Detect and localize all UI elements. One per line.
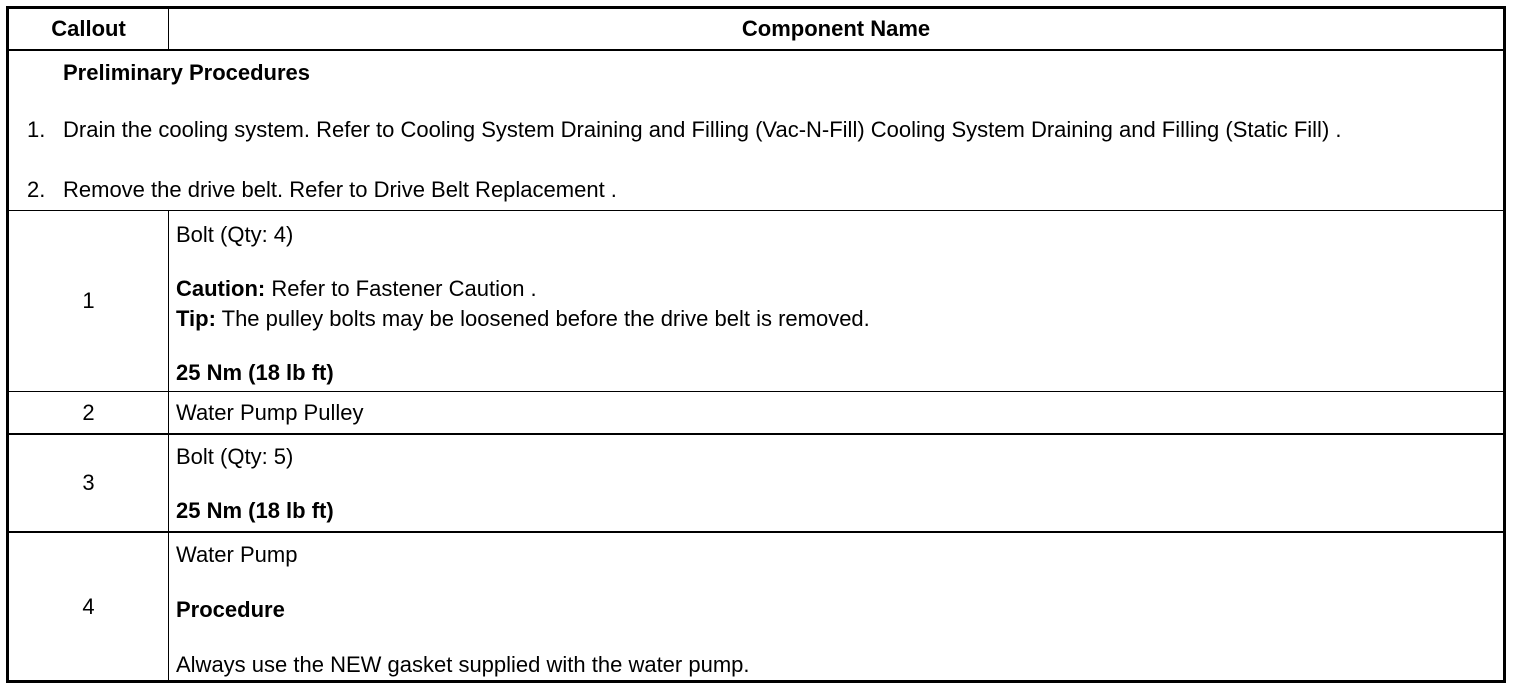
- procedure-label: Procedure: [176, 597, 285, 622]
- step-text: Remove the drive belt. Refer to Drive Belt Replacement .: [63, 177, 617, 202]
- callout-column-header: Callout: [9, 9, 169, 49]
- component-name: Water Pump Pulley: [176, 400, 364, 425]
- component-name: Bolt (Qty: 4): [176, 222, 294, 247]
- callout-number: 3: [9, 435, 169, 531]
- table-row: [9, 435, 1503, 533]
- step-number: 1.: [27, 117, 46, 142]
- caution-note: [176, 277, 537, 301]
- component-name: Water Pump: [176, 542, 298, 567]
- component-name-column-header: Component Name: [741, 16, 931, 41]
- torque-spec: 25 Nm (18 lb ft): [176, 360, 334, 385]
- torque-spec: 25 Nm (18 lb ft): [176, 498, 334, 523]
- callout-number: 4: [9, 533, 169, 680]
- preliminary-step: [27, 175, 1487, 205]
- table-row: [9, 211, 1503, 392]
- step-number: 2.: [27, 177, 46, 202]
- callout-number: 2: [9, 392, 169, 433]
- table-row: [9, 392, 1503, 435]
- procedure-text: Always use the NEW gasket supplied with the water pump.: [176, 652, 750, 677]
- preliminary-procedures-row: [9, 51, 1503, 211]
- table-row: [9, 533, 1503, 680]
- components-table: [6, 6, 1506, 683]
- component-cell: [169, 392, 1503, 433]
- preliminary-procedures-title: Preliminary Procedures: [63, 60, 311, 85]
- component-cell: [169, 435, 1503, 531]
- callout-number: 1: [9, 211, 169, 391]
- component-cell: [169, 533, 1503, 680]
- step-text: Drain the cooling system. Refer to Cooling System Draining and Filling (Vac-N-Fill) Cooling System Draining and Filling (Static Fill) .: [63, 117, 1342, 142]
- tip-text: The pulley bolts may be loosened before the drive belt is removed.: [215, 306, 870, 331]
- component-cell: [169, 211, 1503, 391]
- caution-label: Caution:: [176, 276, 266, 301]
- preliminary-step: [27, 115, 1487, 145]
- table-header-row: [9, 9, 1503, 51]
- tip-note: [176, 307, 870, 331]
- caution-text: Refer to Fastener Caution .: [265, 276, 537, 301]
- tip-label: Tip:: [176, 306, 216, 331]
- component-name: Bolt (Qty: 5): [176, 444, 294, 469]
